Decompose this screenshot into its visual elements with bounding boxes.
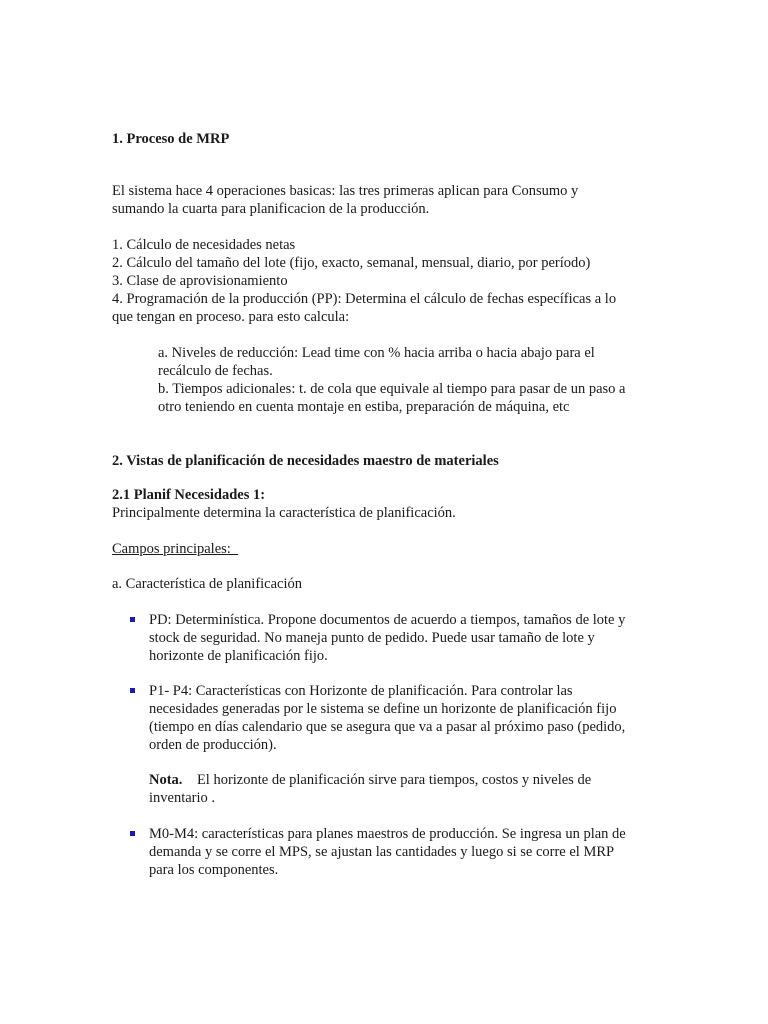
substep-item: b. Tiempos adicionales: t. de cola que equivale al tiempo para pasar de un paso a	[158, 381, 626, 397]
list-item-line: demanda y se corre el MPS, se ajustan las cantidades y luego si se corre el MRP	[149, 844, 615, 860]
step-item: 2. Cálculo del tamaño del lote (fijo, exacto, semanal, mensual, diario, por período)	[112, 255, 591, 271]
list-item-line: horizonte de planificación fijo.	[149, 648, 328, 664]
step-item: 1. Cálculo de necesidades netas	[112, 237, 296, 253]
list-item-line: P1- P4: Características con Horizonte de planificación. Para controlar las	[149, 683, 573, 699]
steps-list	[112, 236, 652, 326]
subsection-description: Principalmente determina la característica de planificación.	[112, 505, 456, 521]
section-heading: 2. Vistas de planificación de necesidades maestro de materiales	[112, 453, 499, 469]
note-text: El horizonte de planificación sirve para tiempos, costos y niveles de	[196, 772, 592, 788]
paragraph-line: El sistema hace 4 operaciones basicas: las tres primeras aplican para Consumo y	[112, 183, 579, 199]
list-item-line: para los componentes.	[149, 862, 279, 878]
paragraph-line: sumando la cuarta para planificacion de la producción.	[112, 201, 430, 217]
note-label: Nota.	[149, 772, 183, 788]
bullet-icon	[130, 617, 135, 622]
list-item-line: (tiempo en días calendario que se asegura que va a pasar al próximo paso (pedido,	[149, 719, 626, 735]
list-item-text	[149, 611, 659, 665]
note-line-2: inventario .	[149, 790, 216, 806]
list-item-text	[149, 825, 659, 879]
note	[149, 771, 649, 807]
list-item-line: M0-M4: características para planes maestros de producción. Se ingresa un plan de	[149, 826, 626, 842]
step-item: que tengan en proceso. para esto calcula:	[112, 309, 350, 325]
intro-paragraph	[112, 182, 652, 218]
field-a: a. Característica de planificación	[112, 576, 303, 592]
section-heading: 1. Proceso de MRP	[112, 131, 230, 147]
note-line	[149, 771, 649, 789]
substep-item: a. Niveles de reducción: Lead time con % hacia arriba o hacia abajo para el	[158, 345, 595, 361]
step-item: 4. Programación de la producción (PP): Determina el cálculo de fechas específicas a lo	[112, 291, 617, 307]
bullet-icon	[130, 688, 135, 693]
subsection	[112, 486, 652, 522]
list-item-line: orden de producción).	[149, 737, 277, 753]
list-item-line: PD: Determinística. Propone documentos de acuerdo a tiempos, tamaños de lote y	[149, 612, 626, 628]
substep-item: otro teniendo en cuenta montaje en estiba, preparación de máquina, etc	[158, 399, 570, 415]
list-item-text	[149, 682, 659, 754]
substep-item: recálculo de fechas.	[158, 363, 273, 379]
substeps-list	[158, 344, 658, 416]
subsection-heading: 2.1 Planif Necesidades 1:	[112, 487, 266, 503]
step-item: 3. Clase de aprovisionamiento	[112, 273, 288, 289]
list-item-line: stock de seguridad. No maneja punto de pedido. Puede usar tamaño de lote y	[149, 630, 595, 646]
fields-label	[112, 540, 652, 558]
list-item-line: necesidades generadas por le sistema se define un horizonte de planificación fijo	[149, 701, 617, 717]
bullet-icon	[130, 831, 135, 836]
fields-label-text: Campos principales:	[112, 541, 239, 557]
